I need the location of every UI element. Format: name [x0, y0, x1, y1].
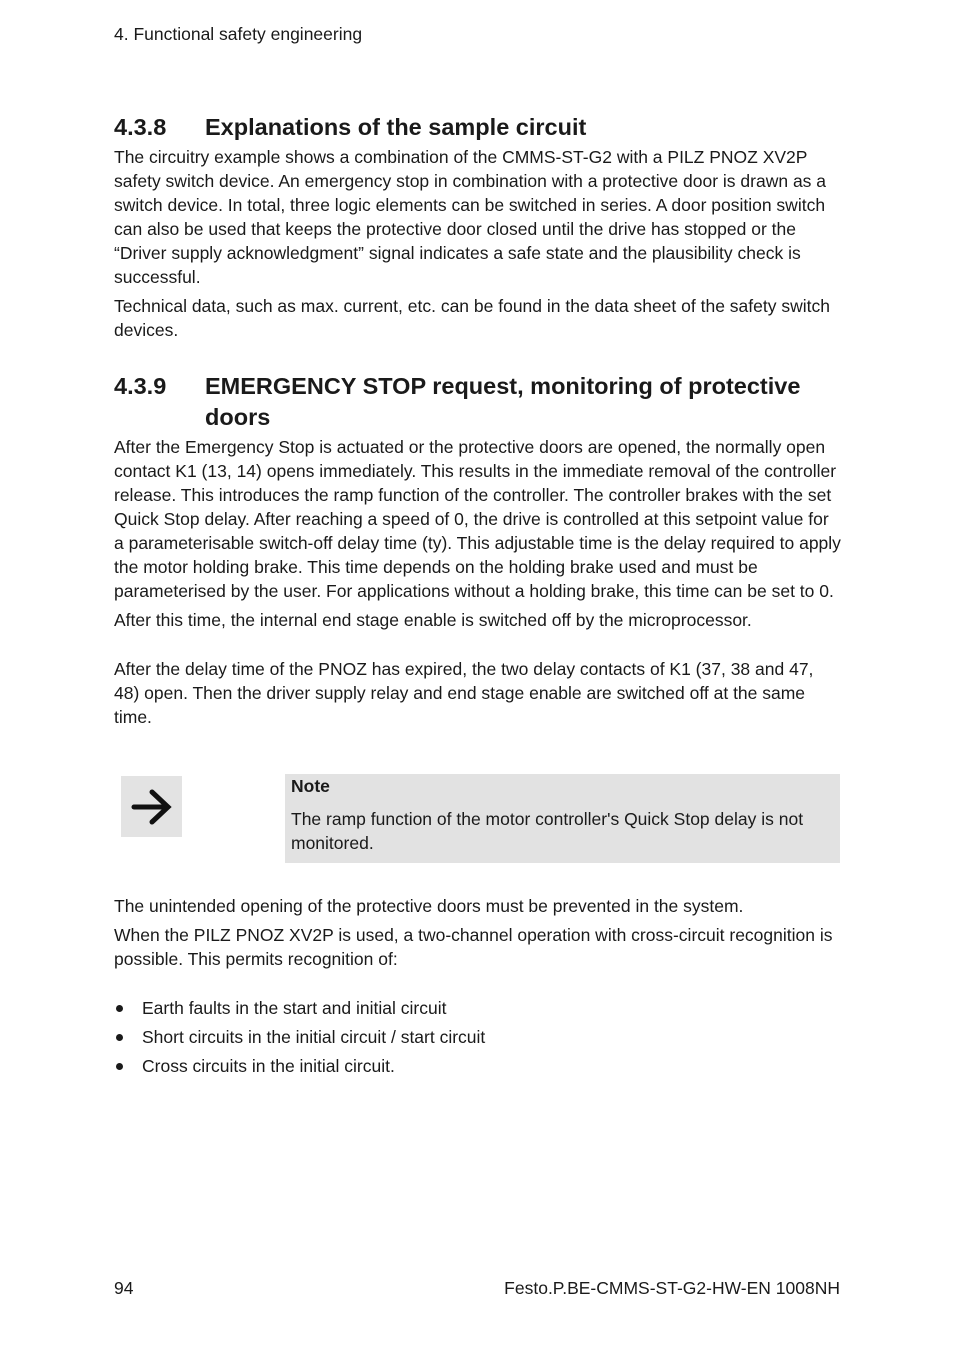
note-callout — [114, 774, 842, 863]
note-title: Note — [291, 776, 330, 796]
section-4-3-9 — [114, 371, 842, 1078]
note-text: The ramp function of the motor controller's Quick Stop delay is not monitored. — [291, 809, 804, 853]
list-item-text: Short circuits in the initial circuit / start circuit — [142, 1027, 486, 1047]
list-item — [114, 996, 842, 1020]
arrow-right-icon — [130, 788, 174, 826]
note-icon-box — [121, 776, 182, 837]
section-number: 4.3.8 — [114, 114, 167, 140]
section-title: EMERGENCY STOP request, monitoring of protective doors — [205, 373, 801, 430]
section-heading — [114, 112, 842, 143]
note-box — [285, 774, 840, 863]
section-number: 4.3.9 — [114, 373, 167, 399]
page-content — [114, 112, 842, 1083]
document-id: Festo.P.BE-CMMS-ST-G2-HW-EN 1008NH — [504, 1278, 840, 1298]
section-4-3-8 — [114, 112, 842, 342]
section-heading — [114, 371, 842, 433]
paragraph: After this time, the internal end stage enable is switched off by the microprocessor. — [114, 610, 752, 630]
bullet-icon — [116, 1005, 123, 1012]
list-item — [114, 1054, 842, 1078]
paragraph: After the delay time of the PNOZ has expired, the two delay contacts of K1 (37, 38 and 47, 48) open. Then the driver supply relay and end stage enable are switched off at the same time. — [114, 659, 814, 727]
list-item — [114, 1025, 842, 1049]
paragraph: The unintended opening of the protective doors must be prevented in the system. — [114, 896, 744, 916]
list-item-text: Earth faults in the start and initial circuit — [142, 998, 447, 1018]
bullet-icon — [116, 1063, 123, 1070]
paragraph: After the Emergency Stop is actuated or the protective doors are opened, the normally open contact K1 (13, 14) opens immediately. This results in the immediate removal of the controller release. This introduces the ramp function of the controller. The controller brakes with the set Quick Stop delay. After reaching a speed of 0, the drive is controlled at this setpoint value for a parameterisable switch-off delay time (ty). This adjustable time is the delay required to apply the motor holding brake. This time depends on the holding brake used and must be parameterised by the user. For applications without a holding brake, this time can be set to 0. — [114, 437, 841, 601]
section-title: Explanations of the sample circuit — [205, 114, 587, 140]
paragraph: When the PILZ PNOZ XV2P is used, a two-channel operation with cross-circuit recognition is possible. This permits recognition of: — [114, 925, 833, 969]
page-number: 94 — [114, 1278, 134, 1298]
list-item-text: Cross circuits in the initial circuit. — [142, 1056, 395, 1076]
paragraph: The circuitry example shows a combination of the CMMS-ST-G2 with a PILZ PNOZ XV2P safety switch device. An emergency stop in combination with a protective door is drawn as a switch device. In total, three logic elements can be switched in series. A door position switch can also be used that keeps the protective door closed until the drive has stopped or the “Driver supply acknowledgment” signal indicates a safe state and the plausibility check is successful. — [114, 147, 827, 287]
bullet-list — [114, 996, 842, 1078]
bullet-icon — [116, 1034, 123, 1041]
running-header: 4. Functional safety engineering — [114, 24, 363, 44]
paragraph: Technical data, such as max. current, etc. can be found in the data sheet of the safety switch devices. — [114, 296, 830, 340]
